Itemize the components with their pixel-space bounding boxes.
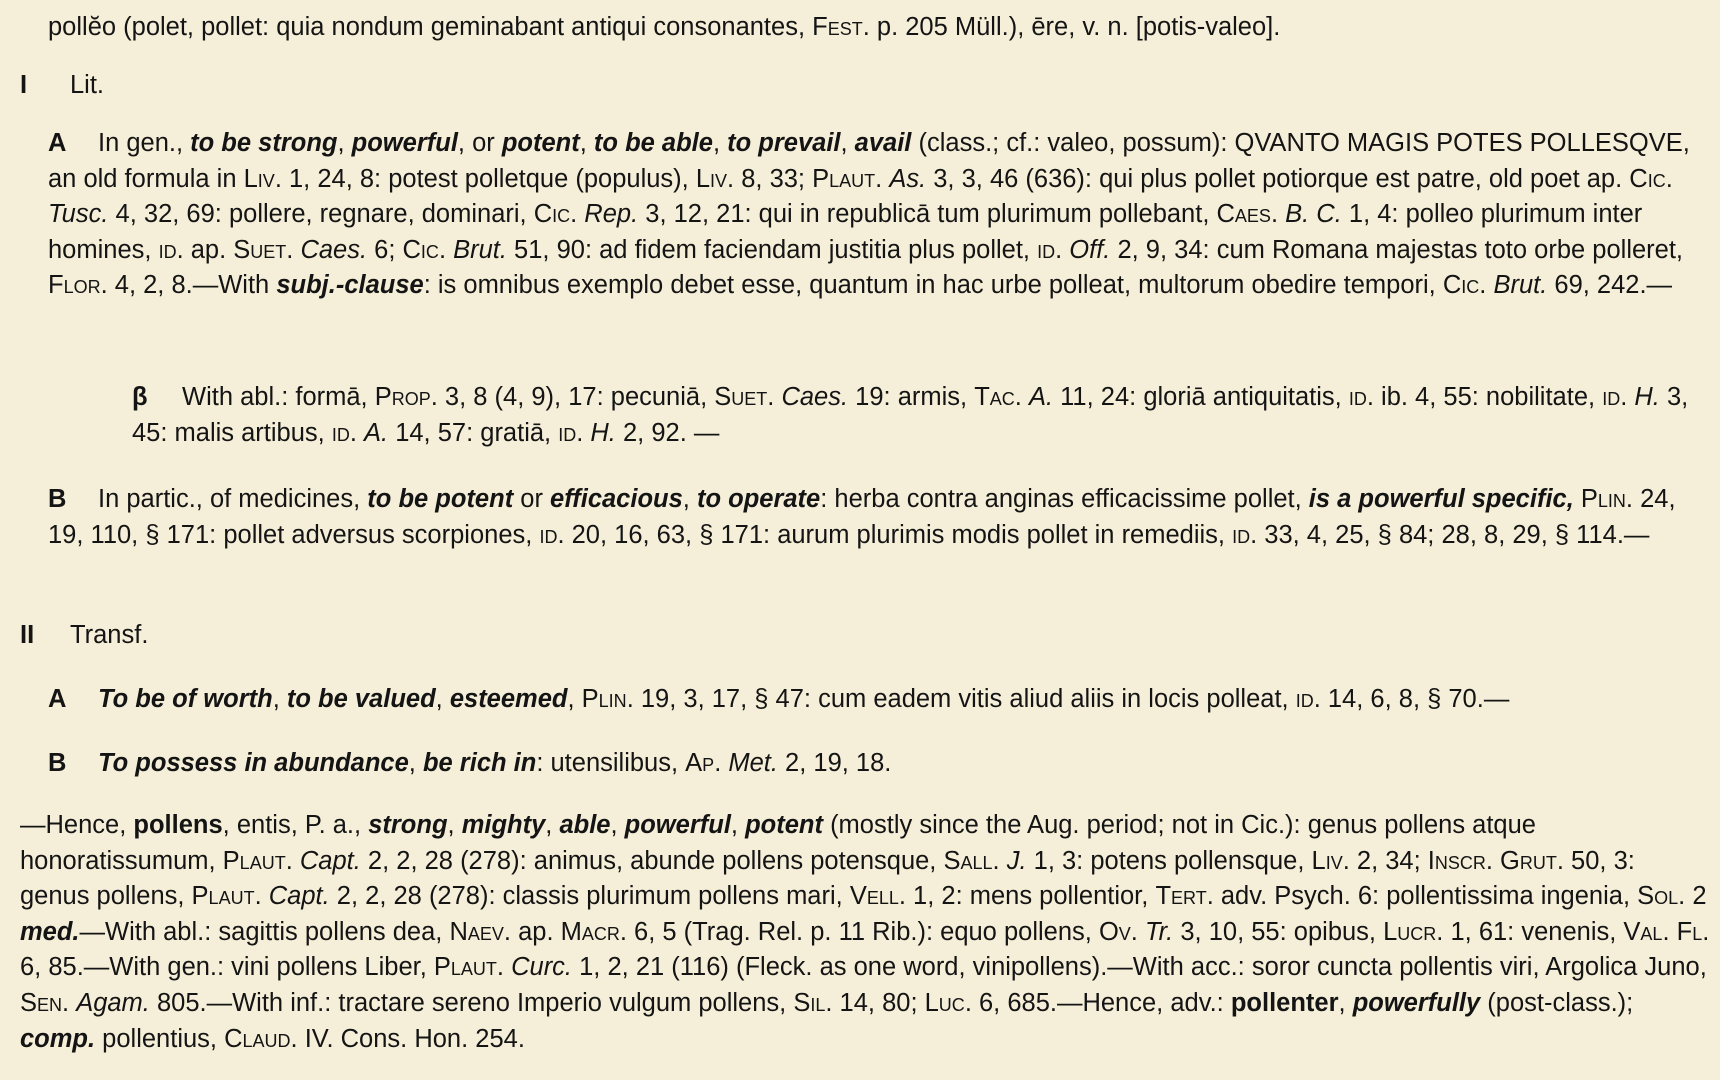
author-abbrev: id [158,235,177,264]
derived-form: pollens [133,811,223,839]
author-abbrev: Plaut [812,164,876,193]
section-marker: A [48,685,67,713]
author-abbrev: Fest [812,13,863,41]
author-abbrev: Flor [48,271,101,300]
work-title: Capt. [299,846,361,875]
section-marker: A [48,129,67,157]
work-title: H. [1634,383,1660,411]
work-title: Brut. [1493,271,1548,300]
author-abbrev: Liv [695,164,728,193]
author-abbrev: Plin [581,685,627,713]
work-title: Met. [728,749,778,777]
section-ii-a: A To be of worth, to be valued, esteemed, Plin. 19, 3, 17, § 47: cum eadem vitis aliud aliis in locis polleat, id. 14, 6, 8, § 70.— [48,682,1700,718]
author-abbrev: Ap [685,749,715,777]
author-abbrev: Plaut [433,953,497,982]
author-abbrev: id [1232,520,1251,549]
definition: mighty [461,811,546,839]
hence-paragraph: —Hence, pollens, entis, P. a., strong, mighty, able, powerful, potent (mostly since the Aug. period; not in Cic.): genus pollens atque honoratissumum, Plaut. Capt. 2, 2, 28 (278): animus, abunde pollens potensque, Sall. J. 1, 3: potens pollensque, Liv. 2, 34; Inscr. Grut. 50, 3: genus pollens, Plaut. Capt. 2, 2, 28 (278): classis plurimum pollens mari, Vell. 1, 2: mens pollentior, Tert. adv. Psych. 6: pollentissima ingenia, Sol. 2 med.—With abl.: sagittis pollens dea, Naev. ap. Macr. 6, 5 (Trag. Rel. p. 11 Rib.): equo pollens, Ov. Tr. 3, 10, 55: opibus, Lucr. 1, 61: venenis, Val. Fl. 6, 85.—With gen.: vini pollens Liber, Plaut. Curc. 1, 2, 21 (116) (Fleck. as one word, vinipollens).—With acc.: soror cuncta pollentis viri, Argolica Juno, Sen. Agam. 805.—With inf.: tractare sereno Imperio vulgum pollens, Sil. 14, 80; Luc. 6, 685.—Hence, adv.: pollenter, powerfully (post-class.); comp. pollentius, Claud. IV. Cons. Hon. 254. [20,811,1710,1053]
definition: To possess in abundance [98,749,409,777]
section-i-a-beta: β With abl.: formā, Prop. 3, 8 (4, 9), 17: pecuniā, Suet. Caes. 19: armis, Tac. A. 11, 24: gloriā antiquitatis, id. ib. 4, 55: nobilitate, id. H. 3, 45: malis artibus, id. A. 14, 57: gratiā, id. H. 2, 92. — [132,380,1700,451]
author-abbrev: id [1295,685,1314,713]
author-abbrev: id [1037,235,1056,264]
author-abbrev: Cic [1442,271,1480,300]
work-title: Caes. [781,383,849,411]
author-abbrev: Luc [924,988,965,1017]
work-title: J. [1006,846,1027,875]
author-abbrev: id [1602,383,1621,411]
definition: potent [501,129,580,157]
work-title: Agam. [76,988,150,1017]
derived-form: pollenter [1230,988,1339,1017]
author-abbrev: id [331,418,350,447]
work-title: A. [364,418,389,447]
entry-headword-line [48,10,1698,46]
work-title: Rep. [584,200,639,229]
author-abbrev: Inscr. Grut [1427,846,1557,875]
author-abbrev: Suet [233,235,287,264]
section-i [20,68,1700,104]
author-abbrev: Cic [402,235,439,264]
definition: strong [368,811,448,839]
work-title: Capt. [268,882,330,911]
author-abbrev: Sen [20,988,63,1017]
author-abbrev: Sol [1637,882,1679,911]
work-title: Off. [1069,235,1111,264]
author-abbrev: Val. Fl [1623,917,1703,946]
section-marker: I [20,71,28,99]
work-title: A. [1028,383,1054,411]
work-title: B. C. [1285,200,1342,229]
headword-text: . p. 205 Müll.), ēre, v. n. [potis-valeo]. [862,13,1281,41]
definition: is a powerful specific, [1308,485,1574,513]
author-abbrev: Naev [449,917,504,946]
author-abbrev: Macr [560,917,620,946]
section-label: Lit. [70,71,105,99]
work-title: H. [590,418,616,447]
work-title: Curc. [511,953,573,982]
author-abbrev: Sall [943,846,993,875]
definition: to prevail [727,129,841,157]
definition: efficacious [550,485,683,513]
author-abbrev: Caes [1216,200,1271,229]
section-marker: B [48,485,67,513]
section-marker: B [48,749,67,777]
definition: able [559,811,611,839]
section-i-a: A In gen., to be strong, powerful, or potent, to be able, to prevail, avail (class.; cf.: valeo, possum): QVANTO MAGIS POTES POLLESQVE, an old formula in Liv. 1, 24, 8: potest polletque (populus), Liv. 8, 33; Plaut. As. 3, 3, 46 (636): qui plus pollet potiorque est patre, old poet ap. Cic. Tusc. 4, 32, 69: pollere, regnare, dominari, Cic. Rep. 3, 12, 21: qui in republicā tum plurimum pollebant, Caes. B. C. 1, 4: polleo plurimum inter homines, id. ap. Suet. Caes. 6; Cic. Brut. 51, 90: ad fidem faciendam justitia plus pollet, id. Off. 2, 9, 34: cum Romana majestas toto orbe polleret, Flor. 4, 2, 8.—With subj.-clause: is omnibus exemplo debet esse, quantum in hac urbe polleat, multorum obedire tempori, Cic. Brut. 69, 242.— [48,126,1700,304]
author-abbrev: id [558,418,577,447]
author-abbrev: id [1348,383,1367,411]
author-abbrev: Cic [1629,164,1666,193]
work-title: Tusc. [48,200,109,229]
definition: powerful [351,129,458,157]
definition: To be of worth [98,685,273,713]
definition: to be potent [367,485,514,513]
author-abbrev: Prop [374,383,431,411]
author-abbrev: Claud [224,1024,291,1053]
section-i-b: B In partic., of medicines, to be potent or efficacious, to operate: herba contra anginas efficacissime pollet, is a powerful specific, Plin. 24, 19, 110, § 171: pollet adversus scorpiones, id. 20, 16, 63, § 171: aurum plurimis modis pollet in remediis, id. 33, 4, 25, § 84; 28, 8, 29, § 114.— [48,482,1700,553]
definition: powerfully [1352,988,1481,1017]
author-abbrev: Liv [1311,846,1343,875]
definition: powerful [624,811,731,839]
author-abbrev: Ov [1098,917,1131,946]
definition: to be valued [286,685,436,713]
author-abbrev: Tert [1155,882,1207,911]
section-marker: β [132,383,148,411]
author-abbrev: Plin [1580,485,1626,513]
definition: potent [745,811,823,839]
definition: be rich in [422,749,537,777]
work-title: Tr. [1144,917,1174,946]
author-abbrev: Suet [714,383,768,411]
definition: comp. [20,1024,96,1053]
definition: subj.-clause [276,271,424,300]
definition: to be able [593,129,713,157]
section-marker: II [20,621,35,649]
author-abbrev: Tac [974,383,1015,411]
work-title: Caes. [300,235,368,264]
section-ii [20,618,1700,654]
section-label: Transf. [70,621,149,649]
definition: esteemed [449,685,568,713]
work-title: As. [889,164,927,193]
definition: to be strong [190,129,338,157]
definition: to operate [696,485,821,513]
author-abbrev: Sil [793,988,826,1017]
author-abbrev: id [539,520,558,549]
author-abbrev: Cic [533,200,571,229]
author-abbrev: Plaut [191,882,255,911]
section-ii-b: B To possess in abundance, be rich in: utensilibus, Ap. Met. 2, 19, 18. [48,746,1700,782]
headword-text: pollĕo (polet, pollet: quia nondum geminabant antiqui consonantes, [48,13,813,41]
definition: avail [854,129,912,157]
work-title: Brut. [453,235,507,264]
author-abbrev: Liv [243,164,275,193]
author-abbrev: Plaut [222,846,286,875]
author-abbrev: Lucr [1383,917,1437,946]
author-abbrev: Vell [849,882,899,911]
definition: med. [20,917,80,946]
